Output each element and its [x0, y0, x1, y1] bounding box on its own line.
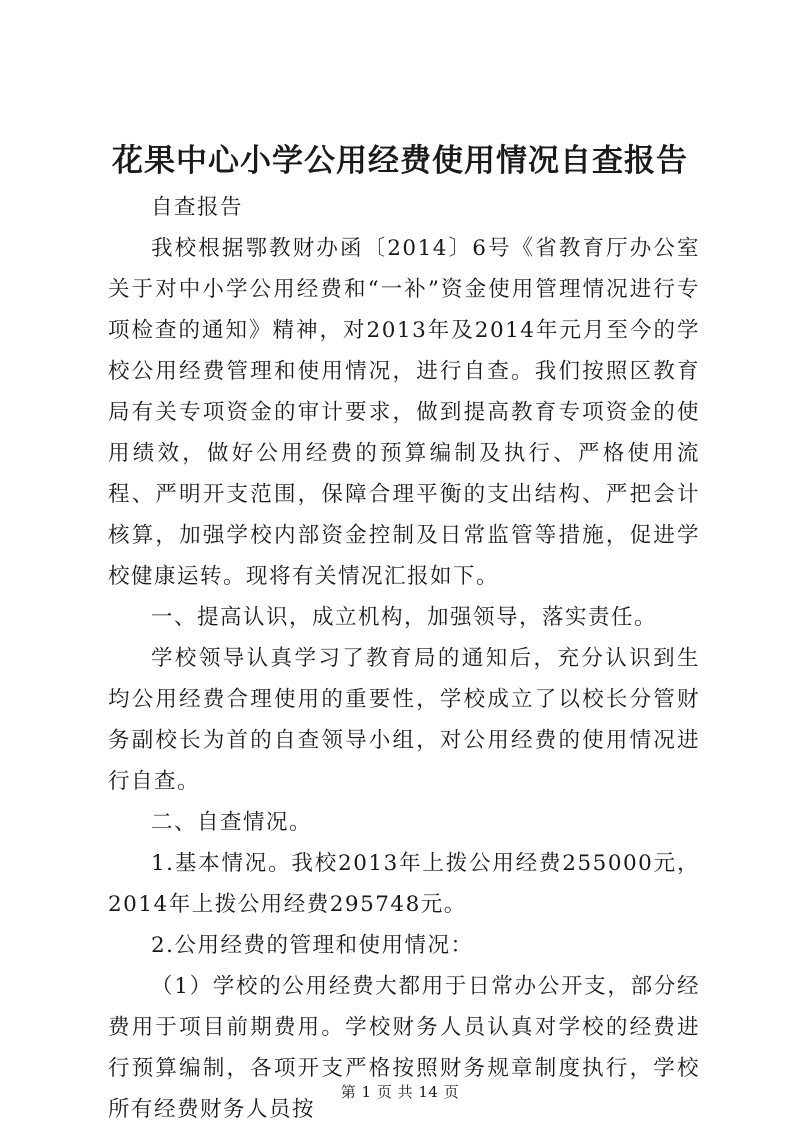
page-footer: 第 1 页 共 14 页 [340, 1083, 460, 1101]
document-body [108, 187, 700, 1130]
document-title: 花果中心小学公用经费使用情况自查报告 [112, 143, 688, 179]
paragraph-management-item-1: （1）学校的公用经费大都用于日常办公开支，部分经费用于项目前期费用。学校财务人员认真对学校的经费进行预算编制，各项开支严格按照财务规章制度执行，学校所有经费财务人员按 [108, 974, 700, 1122]
paragraph-section-1-body: 学校领导认真学习了教育局的通知后，充分认识到生均公用经费合理使用的重要性，学校成立了以校长分管财务副校长为首的自查领导小组，对公用经费的使用情况进行自查。 [108, 646, 700, 794]
paragraph-section-1-heading: 一、提高认识，成立机构，加强领导，落实责任。 [151, 605, 658, 630]
paragraph-intro: 我校根据鄂教财办函〔2014〕6号《省教育厅办公室关于对中小学公用经费和“一补”资金使用管理情况进行专项检查的通知》精神，对2013年及2014年元月至今的学校公用经费管理和使用情况，进行自查。我们按照区教育局有关专项资金的审计要求，做到提高教育专项资金的使用绩效，做好公用经费的预算编制及执行、严格使用流程、严明开支范围，保障合理平衡的支出结构、严把会计核算，加强学校内部资金控制及日常监管等措施，促进学校健康运转。现将有关情况汇报如下。 [108, 236, 700, 589]
paragraph-section-2-heading: 二、自查情况。 [151, 810, 313, 835]
paragraph-management-heading: 2.公用经费的管理和使用情况： [151, 933, 474, 958]
paragraph-subtitle: 自查报告 [151, 195, 244, 220]
paragraph-basic-info: 1.基本情况。我校2013年上拨公用经费255000元，2014年上拨公用经费295748元。 [108, 851, 700, 917]
